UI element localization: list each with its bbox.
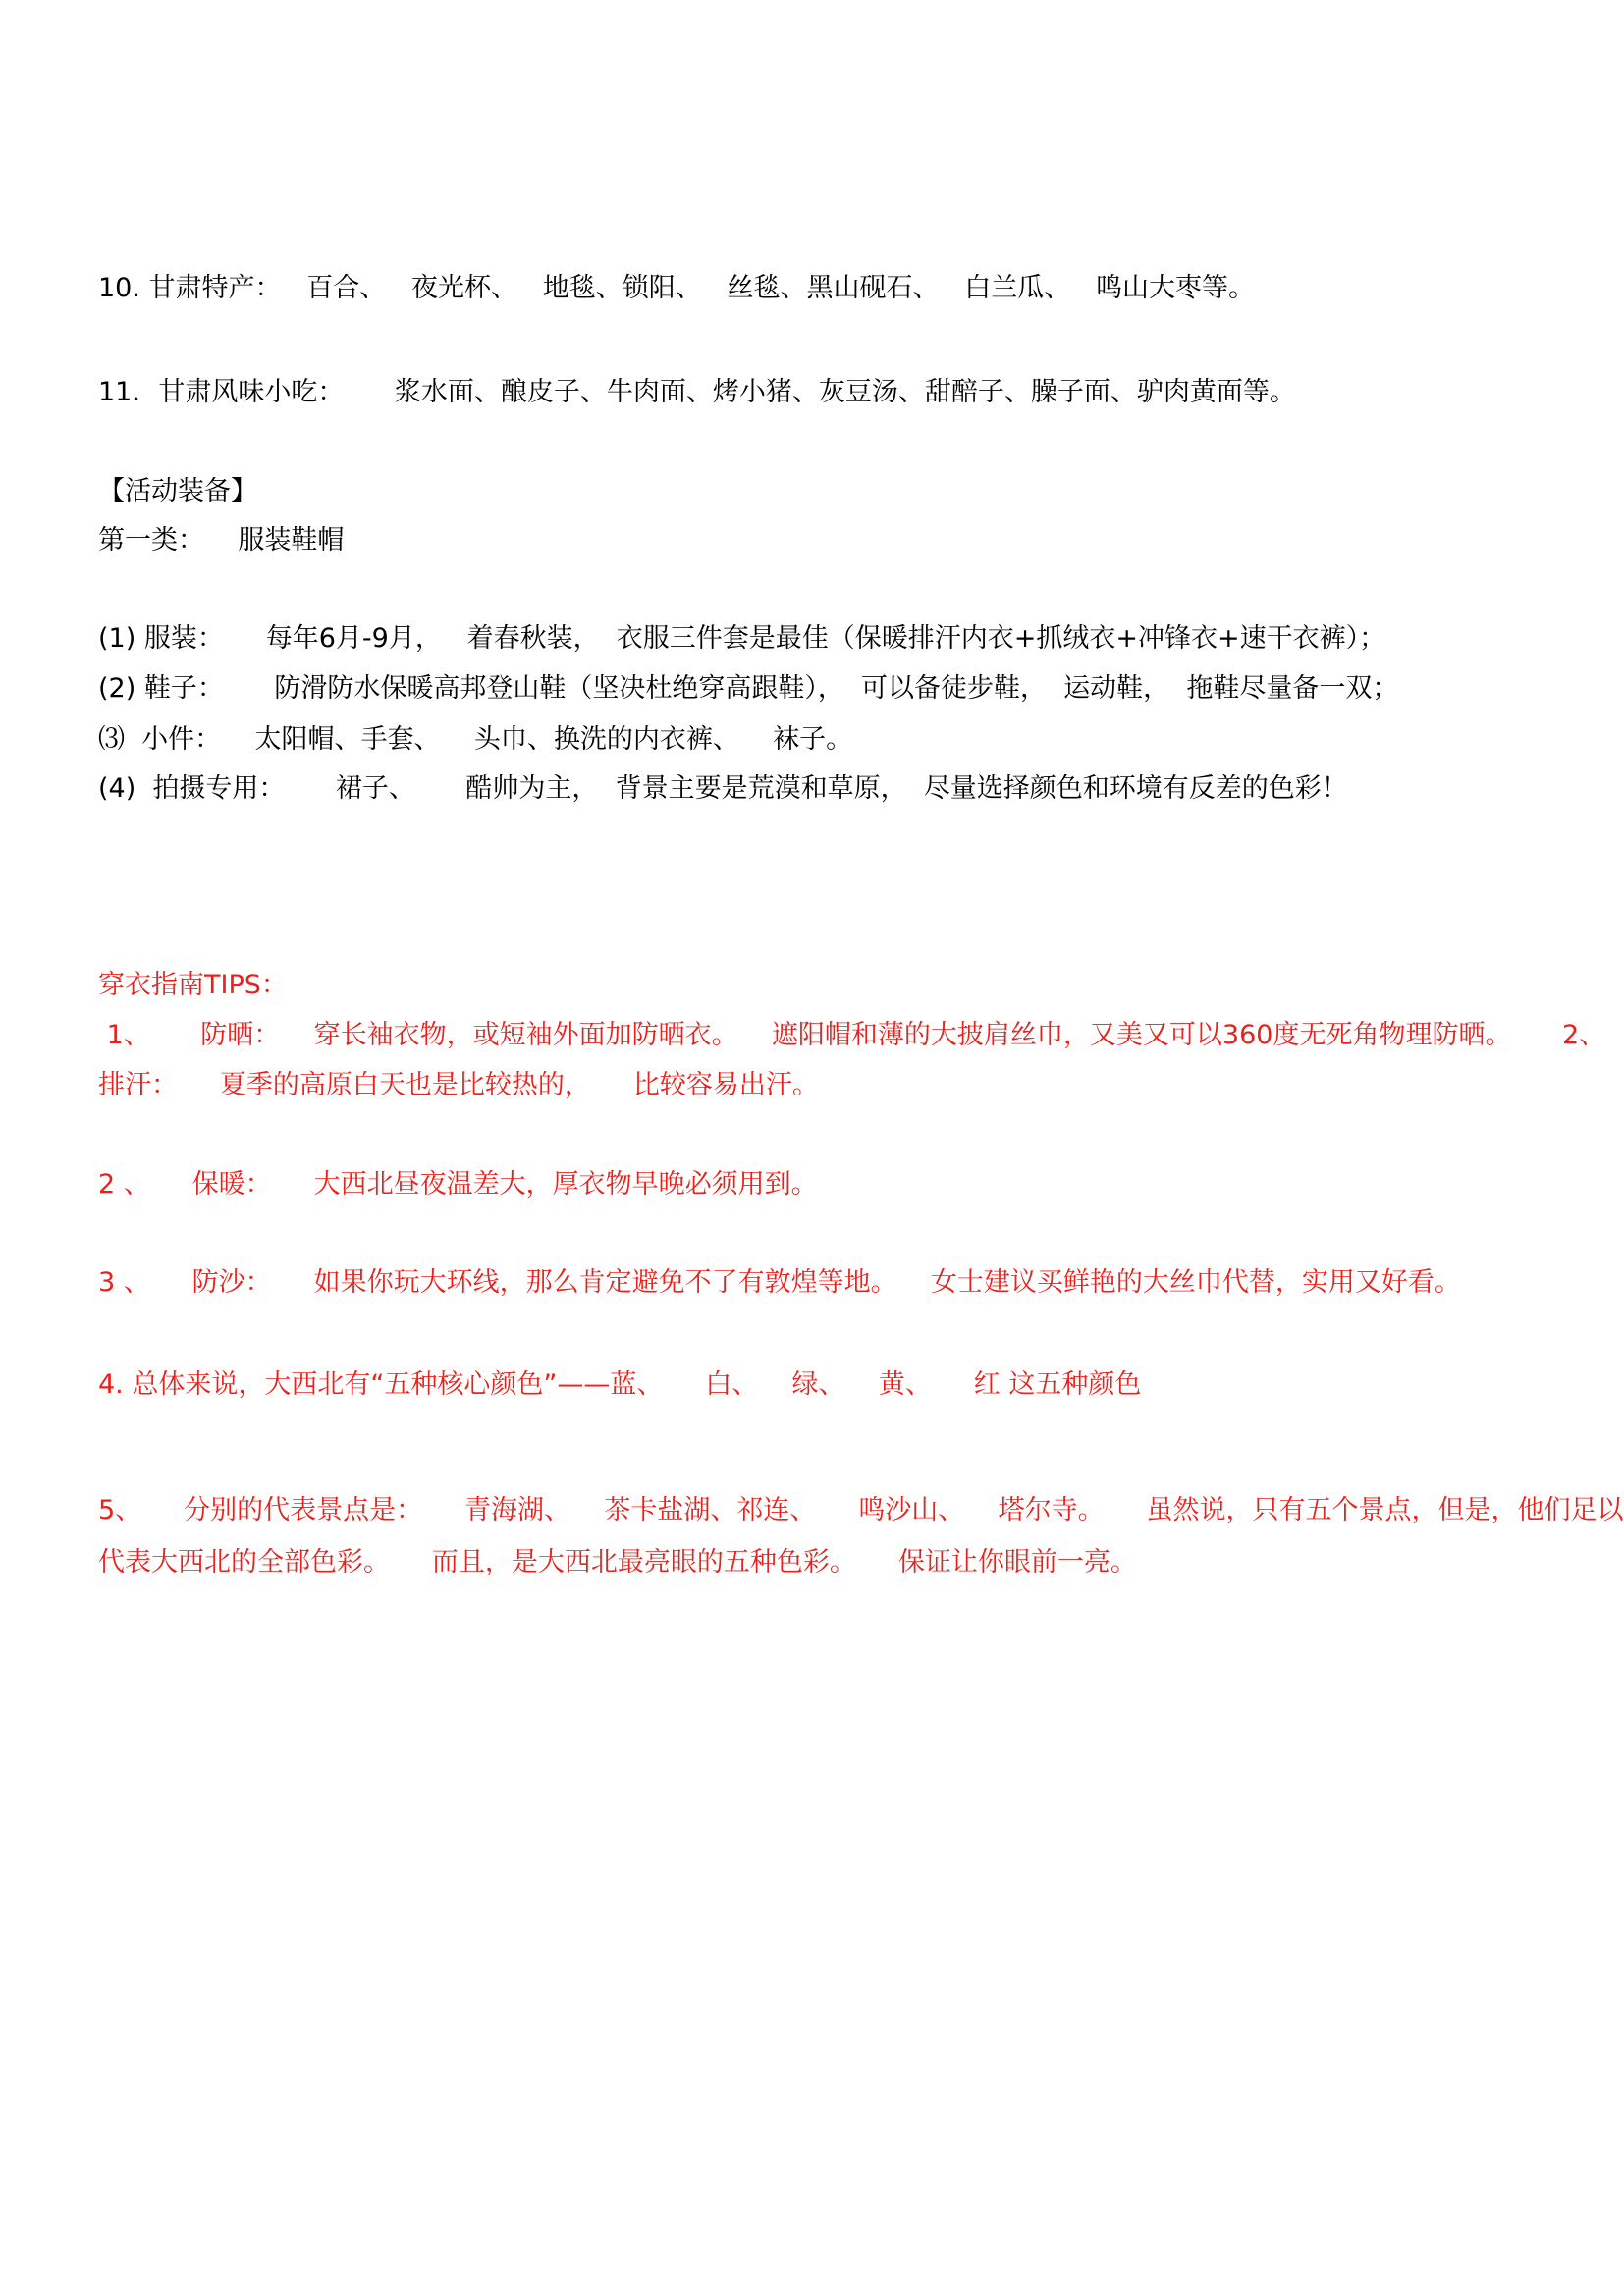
tip-5-line-1: 5、 分别的代表景点是： 青海湖、 茶卡盐湖、祁连、 鸣沙山、 塔尔寺。 虽然说，只有五个景点，但是，他们足以 (98, 1495, 1624, 1525)
equipment-item-accessories: ⑶ 小件： 太阳帽、手套、 头巾、换洗的内衣裤、 袜子。 (98, 724, 853, 755)
equipment-item-clothing: (1) 服装： 每年6月-9月， 着春秋装， 衣服三件套是最佳（保暖排汗内衣+抓绒衣+冲锋衣+速干衣裤）； (98, 623, 1386, 654)
equipment-heading: 【活动装备】 (98, 476, 257, 507)
specialty-item-11: 11．甘肃风味小吃： 浆水面、酿皮子、牛肉面、烤小猪、灰豆汤、甜醅子、臊子面、驴肉黄面等。 (98, 377, 1296, 407)
tips-title: 穿衣指南TIPS： (98, 970, 288, 1000)
equipment-item-photography: (4) 拍摄专用： 裙子、 酷帅为主， 背景主要是荒漠和草原， 尽量选择颜色和环境有反差的色彩！ (98, 774, 1348, 804)
tip-1-line-2: 排汗： 夏季的高原白天也是比较热的， 比较容易出汗。 (98, 1070, 819, 1100)
tip-4: 4. 总体来说，大西北有“五种核心颜色”——蓝、 白、 绿、 黄、 红 这五种颜色 (98, 1369, 1142, 1400)
equipment-category-1: 第一类： 服装鞋帽 (98, 525, 345, 556)
tip-1-line-1: 1、 防晒： 穿长袖衣物，或短袖外面加防晒衣。 遮阳帽和薄的大披肩丝巾，又美又可以360度无死角物理防晒。 2、 (98, 1020, 1606, 1050)
tip-5-line-2: 代表大西北的全部色彩。 而且，是大西北最亮眼的五种色彩。 保证让你眼前一亮。 (98, 1547, 1137, 1577)
equipment-item-shoes: (2) 鞋子： 防滑防水保暖高邦登山鞋（坚决杜绝穿高跟鞋）， 可以备徒步鞋， 运动鞋， 拖鞋尽量备一双； (98, 673, 1399, 704)
tip-3: 3 、 防沙： 如果你玩大环线，那么肯定避免不了有敦煌等地。 女士建议买鲜艳的大丝巾代替，实用又好看。 (98, 1267, 1461, 1298)
tip-2: 2 、 保暖： 大西北昼夜温差大，厚衣物早晚必须用到。 (98, 1169, 818, 1200)
specialty-item-10: 10. 甘肃特产： 百合、 夜光杯、 地毯、锁阳、 丝毯、黑山砚石、 白兰瓜、 鸣山大枣等。 (98, 273, 1256, 303)
